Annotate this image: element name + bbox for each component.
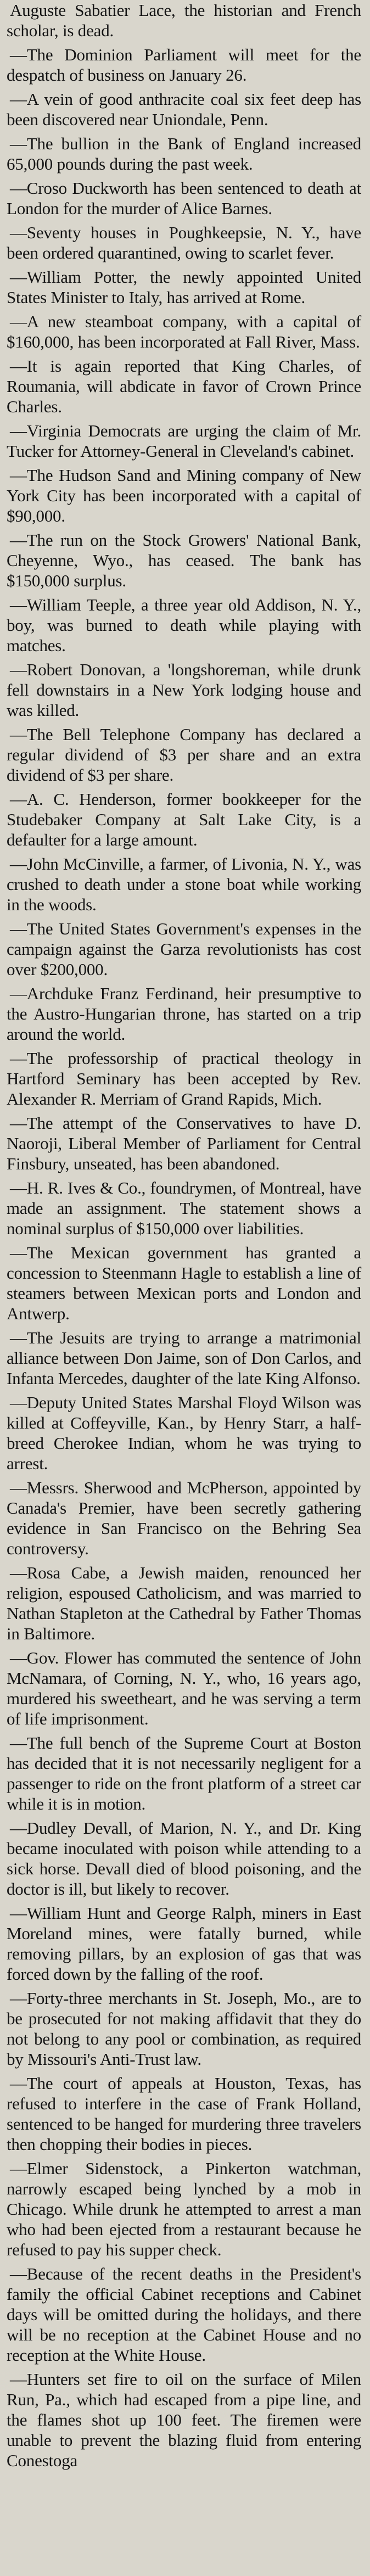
- news-item: —The Mexican government has granted a concession to Steenmann Hagle to establish a line of steamers between Mexican ports and London and Antwerp.: [7, 1243, 361, 1323]
- news-item: —The Dominion Parliament will meet for the despatch of business on January 26.: [7, 45, 361, 85]
- news-item: —Elmer Sidenstock, a Pinkerton watchman, narrowly escaped being lynched by a mob in Chicago. While drunk he attempted to arrest a man who had been ejected from a restaurant because he refused to pay his supper check.: [7, 2159, 361, 2259]
- news-item: —The run on the Stock Growers' National Bank, Cheyenne, Wyo., has ceased. The bank has $150,000 surplus.: [7, 530, 361, 590]
- news-item: —Rosa Cabe, a Jewish maiden, renounced her religion, espoused Catholicism, and was married to Nathan Stapleton at the Cathedral by Father Thomas in Baltimore.: [7, 1563, 361, 1643]
- news-item: —The Bell Telephone Company has declared a regular dividend of $3 per share and an extra dividend of $3 per share.: [7, 725, 361, 785]
- news-item: —The court of appeals at Houston, Texas, has refused to interfere in the case of Frank Holland, sentenced to be hanged for murdering three travelers then chopping their bodies in pieces.: [7, 2074, 361, 2154]
- news-item: —The professorship of practical theology in Hartford Seminary has been accepted by Rev. Alexander R. Merriam of Grand Rapids, Mich.: [7, 1049, 361, 1108]
- news-item: —The United States Government's expenses in the campaign against the Garza revolutionists has cost over $200,000.: [7, 919, 361, 979]
- news-item: —William Potter, the newly appointed United States Minister to Italy, has arrived at Rome.: [7, 267, 361, 307]
- news-item: —William Teeple, a three year old Addison, N. Y., boy, was burned to death while playing with matches.: [7, 595, 361, 655]
- news-item: —John McCinville, a farmer, of Livonia, N. Y., was crushed to death under a stone boat while working in the woods.: [7, 854, 361, 914]
- news-item: —Hunters set fire to oil on the surface of Milen Run, Pa., which had escaped from a pipe line, and the flames shot up 100 feet. The firemen were unable to prevent the blazing fluid from entering Conestoga: [7, 2370, 361, 2470]
- news-item: —Croso Duckworth has been sentenced to death at London for the murder of Alice Barnes.: [7, 178, 361, 218]
- news-item: —Robert Donovan, a 'longshoreman, while drunk fell downstairs in a New York lodging house and was killed.: [7, 660, 361, 720]
- news-item: —Virginia Democrats are urging the claim of Mr. Tucker for Attorney-General in Cleveland's cabinet.: [7, 421, 361, 461]
- news-item: —Archduke Franz Ferdinand, heir presumptive to the Austro-Hungarian throne, has started on a trip around the world.: [7, 984, 361, 1044]
- news-item: —A. C. Henderson, former bookkeeper for the Studebaker Company at Salt Lake City, is a defaulter for a large amount.: [7, 789, 361, 849]
- news-item: —The bullion in the Bank of England increased 65,000 pounds during the past week.: [7, 134, 361, 173]
- news-item: —Messrs. Sherwood and McPherson, appointed by Canada's Premier, have been secretly gathering evidence in San Francisco on the Behring Sea controversy.: [7, 1478, 361, 1558]
- news-item: —Forty-three merchants in St. Joseph, Mo., are to be prosecuted for not making affidavit that they do not belong to any pool or combination, as required by Missouri's Anti-Trust law.: [7, 1989, 361, 2069]
- news-item: —The attempt of the Conservatives to have D. Naoroji, Liberal Member of Parliament for Central Finsbury, unseated, has been abandoned.: [7, 1113, 361, 1173]
- news-item: —Because of the recent deaths in the President's family the official Cabinet receptions and Cabinet days will be omitted during the holidays, and there will be no reception at the Cabinet House and no reception at the White House.: [7, 2264, 361, 2365]
- news-item: —The Hudson Sand and Mining company of New York City has been incorporated with a capital of $90,000.: [7, 466, 361, 525]
- news-item: —The Jesuits are trying to arrange a matrimonial alliance between Don Jaime, son of Don Carlos, and Infanta Mercedes, daughter of the late King Alfonso.: [7, 1328, 361, 1388]
- news-item: —It is again reported that King Charles, of Roumania, will abdicate in favor of Crown Prince Charles.: [7, 356, 361, 416]
- news-item: —Seventy houses in Poughkeepsie, N. Y., have been ordered quarantined, owing to scarlet fever.: [7, 223, 361, 262]
- news-item: —Gov. Flower has commuted the sentence of John McNamara, of Corning, N. Y., who, 16 years ago, murdered his sweetheart, and he was serving a term of life imprisonment.: [7, 1648, 361, 1728]
- news-item: —The full bench of the Supreme Court at Boston has decided that it is not necessarily negligent for a passenger to ride on the front platform of a street car while it is in motion.: [7, 1733, 361, 1813]
- news-item: —H. R. Ives & Co., foundrymen, of Montreal, have made an assignment. The statement shows a nominal surplus of $150,000 over liabilities.: [7, 1178, 361, 1238]
- news-item: —Dudley Devall, of Marion, N. Y., and Dr. King became inoculated with poison while attending to a sick horse. Devall died of blood poisoning, and the doctor is ill, but likely to recover.: [7, 1818, 361, 1899]
- news-item: Auguste Sabatier Lace, the historian and French scholar, is dead.: [7, 1, 361, 40]
- news-item: —A new steamboat company, with a capital of $160,000, has been incorporated at Fall River, Mass.: [7, 312, 361, 351]
- news-item: —A vein of good anthracite coal six feet deep has been discovered near Uniondale, Penn.: [7, 89, 361, 129]
- news-item: —William Hunt and George Ralph, miners in East Moreland mines, were fatally burned, while removing pillars, by an explosion of gas that was forced down by the falling of the roof.: [7, 1903, 361, 1984]
- news-item: —Deputy United States Marshal Floyd Wilson was killed at Coffeyville, Kan., by Henry Starr, a half-breed Cherokee Indian, whom he was trying to arrest.: [7, 1393, 361, 1473]
